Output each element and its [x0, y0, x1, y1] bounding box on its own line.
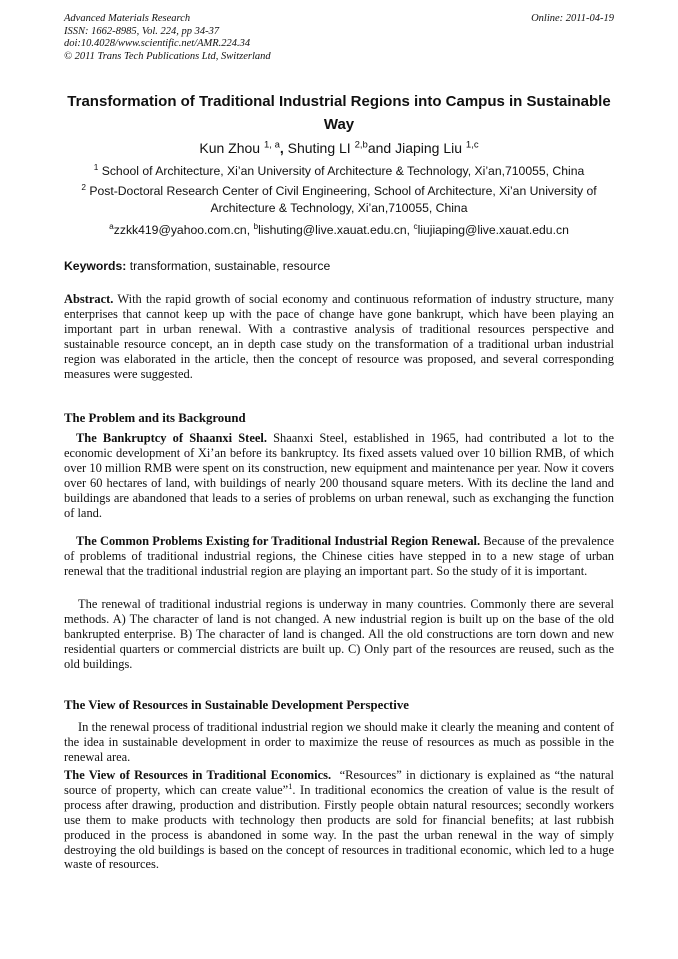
author-name: Shuting LI [287, 140, 351, 156]
author-and: and [367, 140, 392, 156]
keywords [64, 258, 330, 274]
doi-line: doi:10.4028/www.scientific.net/AMR.224.34 [64, 38, 251, 49]
author-sup: 1, a [263, 139, 280, 151]
keywords-label: Keywords: [64, 259, 127, 273]
affiliation-1: $^1$ School of Architecture, Xi’an University of Architecture & Technology, Xi’an,710055, China [93, 161, 585, 178]
journal-name: Advanced Materials Research [64, 13, 191, 24]
affiliation-2: $^2$ Post-Doctoral Research Center of Civil Engineering, School of Architecture, Xi’an University of Architecture & Technology, Xi’an,710055, China [81, 181, 597, 215]
paper-title: Transformation of Traditional Industrial Regions into Campus in Sustainable Way [67, 93, 611, 133]
section-heading: The View of Resources in Sustainable Development Perspective [64, 698, 409, 712]
journal-header [64, 13, 271, 63]
paragraph: The Bankruptcy of Shaanxi Steel. Shaanxi Steel, established in 1965, had contributed a lot to the economic development of Xi’an before its bankruptcy. Its fixed assets valued over 10 billion RMB, of which over 10 million RMB were spent on its construction, new equipment and maintenance per year. Now it covers over 60 hectares of land, with buildings of nearly 200 thousand square meters. With its decline the land and buildings are abandoned that leads to a series of problems on urban renewal, such as exchanging the function of land. [64, 431, 615, 520]
abstract-text: With the rapid growth of social economy and continuous reformation of industry structure, many enterprises that cannot keep up with the pace of change have gone bankrupt, which have been playing an important part in urban renewal. With a contrastive analysis of traditional resources perspective and sustainable resource concept, an in depth case study on the transformation of a traditional urban industrial region was elaborated in the article, then the concept of resource was proposed, and several corresponding measures were suggested. [64, 292, 614, 381]
paragraph-lead: The Bankruptcy of Shaanxi Steel. [76, 431, 267, 445]
paragraph-lead: The View of Resources in Traditional Economics. [64, 768, 332, 782]
online-date: Online: 2011-04-19 [531, 13, 614, 24]
copyright-line: © 2011 Trans Tech Publications Ltd, Switzerland [64, 50, 271, 62]
email-link[interactable]: liujiaping@live.xauat.edu.cn [417, 223, 569, 237]
issn-line: ISSN: 1662-8985, Vol. 224, pp 34-37 [64, 25, 220, 37]
author-name: Jiaping Liu [395, 140, 463, 156]
author-sup: 2,b [354, 139, 368, 151]
author-name: Kun Zhou [199, 140, 261, 156]
citation-ref[interactable]: 1 [288, 780, 293, 791]
paragraph: The View of Resources in Traditional Economics. “Resources” in dictionary is explained as “the natural source of property, which can create value”$^1$. In traditional economics the creation of value is the result of process after drawing, production and distribution. Firstly people obtain natural resources; secondly workers use them to make products with technology then products are sold for financial benefits; at last rubbish produced in the process is abandoned in some way. In the past the urban renewal in the way of simply destroying the old buildings is based on the concept of resources in traditional economic, which led to a huge waste of resources. [64, 768, 614, 872]
email-link[interactable]: zzkk419@yahoo.com.cn, [113, 223, 251, 237]
section-heading: The Problem and its Background [64, 411, 246, 425]
paragraph: The Common Problems Existing for Traditional Industrial Region Renewal. Because of the prevalence of problems of traditional industrial regions, the Chinese cities have stepped in to a new stage of urban renewal that the traditional industrial region are playing an important part. So the study of it is important. [64, 534, 614, 578]
keywords-text: transformation, sustainable, resource [129, 259, 331, 273]
email-link[interactable]: lishuting@live.xauat.edu.cn, [258, 223, 411, 237]
paragraph: In the renewal process of traditional industrial region we should make it clearly the meaning and content of the idea in sustainable development in order to maximize the reuse of resources as much as possible in the renewal area. [64, 720, 614, 764]
abstract-label: Abstract. [64, 292, 114, 306]
author-emails: $^a$zzkk419@yahoo.com.cn, $^b$lishuting@live.xauat.edu.cn, $^c$liujiaping@live.xauat.edu.cn [109, 220, 569, 237]
paragraph-lead: The Common Problems Existing for Traditional Industrial Region Renewal. [76, 534, 481, 548]
paragraph: The renewal of traditional industrial regions is underway in many countries. Commonly there are several methods. A) The character of land is not changed. A new industrial region is built up on the base of the old bankrupted enterprise. B) The character of land is changed. All the old constructions are torn down and new residential quarters or commercial districts are built up. C) Only part of the resources are reused, such as the old buildings. [64, 597, 614, 671]
author-sup: 1,c [465, 139, 479, 151]
author-list: Kun Zhou $^{1, a}$, Shuting LI $^{2,b}$and Jiaping Liu $^{1,c}$ [199, 139, 479, 156]
abstract [64, 292, 614, 381]
